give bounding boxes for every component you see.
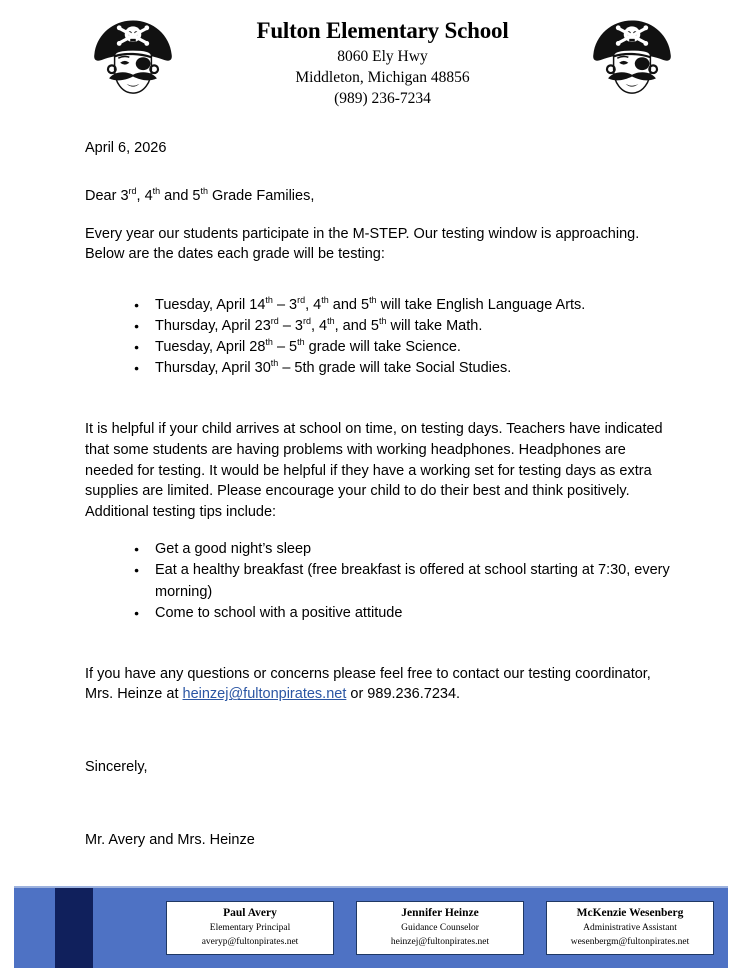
salutation-ordinal-4th: th [152,186,161,197]
date-ordinal-2: th [321,294,329,305]
staff-contact-cards [14,888,728,968]
date-ordinal-1: rd [302,316,311,327]
date-mid-1: – 3 [278,317,303,334]
list-item: ● Eat a healthy breakfast (free breakfast is offered at school starting at 7:30, every morning) [134,560,672,602]
testing-tips-list [85,539,672,624]
date-day-ordinal: th [265,294,273,305]
school-phone: (989) 236-7234 [334,90,431,108]
pirate-mascot-logo-right [584,14,680,106]
signature: Mr. Avery and Mrs. Heinze [85,831,255,848]
salutation-text-2: , 4 [136,188,153,204]
date-mid-2: , 4 [305,296,322,313]
list-item: ● Get a good night’s sleep [134,539,672,560]
date-ordinal-1: th [297,337,305,348]
address-street: 8060 Ely Hwy [337,48,428,66]
date-mid-3: and 5 [328,296,370,313]
date-day-ordinal: th [270,358,279,369]
staff-role: Administrative Assistant [583,922,677,933]
date-ordinal-2: th [327,316,335,327]
contact-text-prefix: If you have any questions or concerns please feel free to contact our testing coordinator, Mrs. Heinze at [85,665,651,703]
pirate-mascot-logo-left [85,14,181,106]
date-ordinal-3: th [369,294,377,305]
contact-text-suffix: or 989.236.7234. [346,686,461,703]
date-mid-1: – 3 [272,296,298,313]
date-mid-2: , 4 [310,317,328,334]
letterhead [0,0,750,118]
list-item [134,337,672,358]
letter-body [0,140,750,850]
headphones-paragraph: It is helpful if your child arrives at school on time, on testing days. Teachers have indicated that some students are having problems with working headphones. Headphones are needed for testing. It would be helpful if they have a working set for testing days as extra supplies are limited. Please encourage your child to do their best and think positively. Additional testing tips include: [85,421,663,520]
date-day-ordinal: rd [270,316,279,327]
date-day: Thursday, April 23 [155,317,271,334]
staff-name: McKenzie Wesenberg [576,907,684,920]
salutation-text-4: Grade Families, [207,188,315,204]
staff-email: averyp@fultonpirates.net [201,936,299,947]
letter-date: April 6, 2026 [85,140,167,156]
date-tail: grade will take Science. [304,339,461,356]
testing-dates-list [85,295,672,380]
staff-email: wesenbergm@fultonpirates.net [570,936,690,947]
date-tail: will take English Language Arts. [376,296,586,313]
intro-paragraph: Every year our students participate in the M-STEP. Our testing window is approaching. Below are the dates each grade will be testing: [85,225,640,263]
staff-name: Paul Avery [223,907,277,920]
salutation-ordinal-3rd: rd [128,186,137,197]
date-day: Tuesday, April 14 [155,296,266,313]
date-mid-1: – 5th grade will take Social Studies. [278,360,512,377]
staff-role: Guidance Counselor [401,922,479,933]
list-item: ● Come to school with a positive attitude [134,603,672,624]
testing-coordinator-email-link[interactable]: heinzej@fultonpirates.net [182,686,347,703]
date-mid-1: – 5 [272,339,298,356]
salutation [85,186,672,207]
school-masthead [181,14,584,110]
staff-card [546,901,714,955]
salutation-ordinal-5th: th [200,186,208,197]
staff-email: heinzej@fultonpirates.net [390,936,490,947]
footer-band [14,886,728,968]
date-ordinal-1: rd [297,294,306,305]
salutation-text-3: and 5 [160,188,201,204]
closing: Sincerely, [85,759,148,776]
list-item [134,358,672,379]
date-mid-3: , and 5 [334,317,379,334]
staff-role: Elementary Principal [209,922,291,933]
date-day-ordinal: th [265,337,273,348]
list-item [134,316,672,337]
staff-card [356,901,524,955]
school-name: Fulton Elementary School [256,18,509,43]
salutation-text: Dear 3 [85,188,129,204]
list-item [134,295,672,316]
address-city-state-zip: Middleton, Michigan 48856 [295,69,470,87]
date-ordinal-3: th [378,316,387,327]
date-tail: will take Math. [386,317,483,334]
staff-card [166,901,334,955]
staff-name: Jennifer Heinze [401,907,479,920]
contact-paragraph [85,664,672,705]
date-day: Tuesday, April 28 [155,339,266,356]
date-day: Thursday, April 30 [155,360,271,377]
